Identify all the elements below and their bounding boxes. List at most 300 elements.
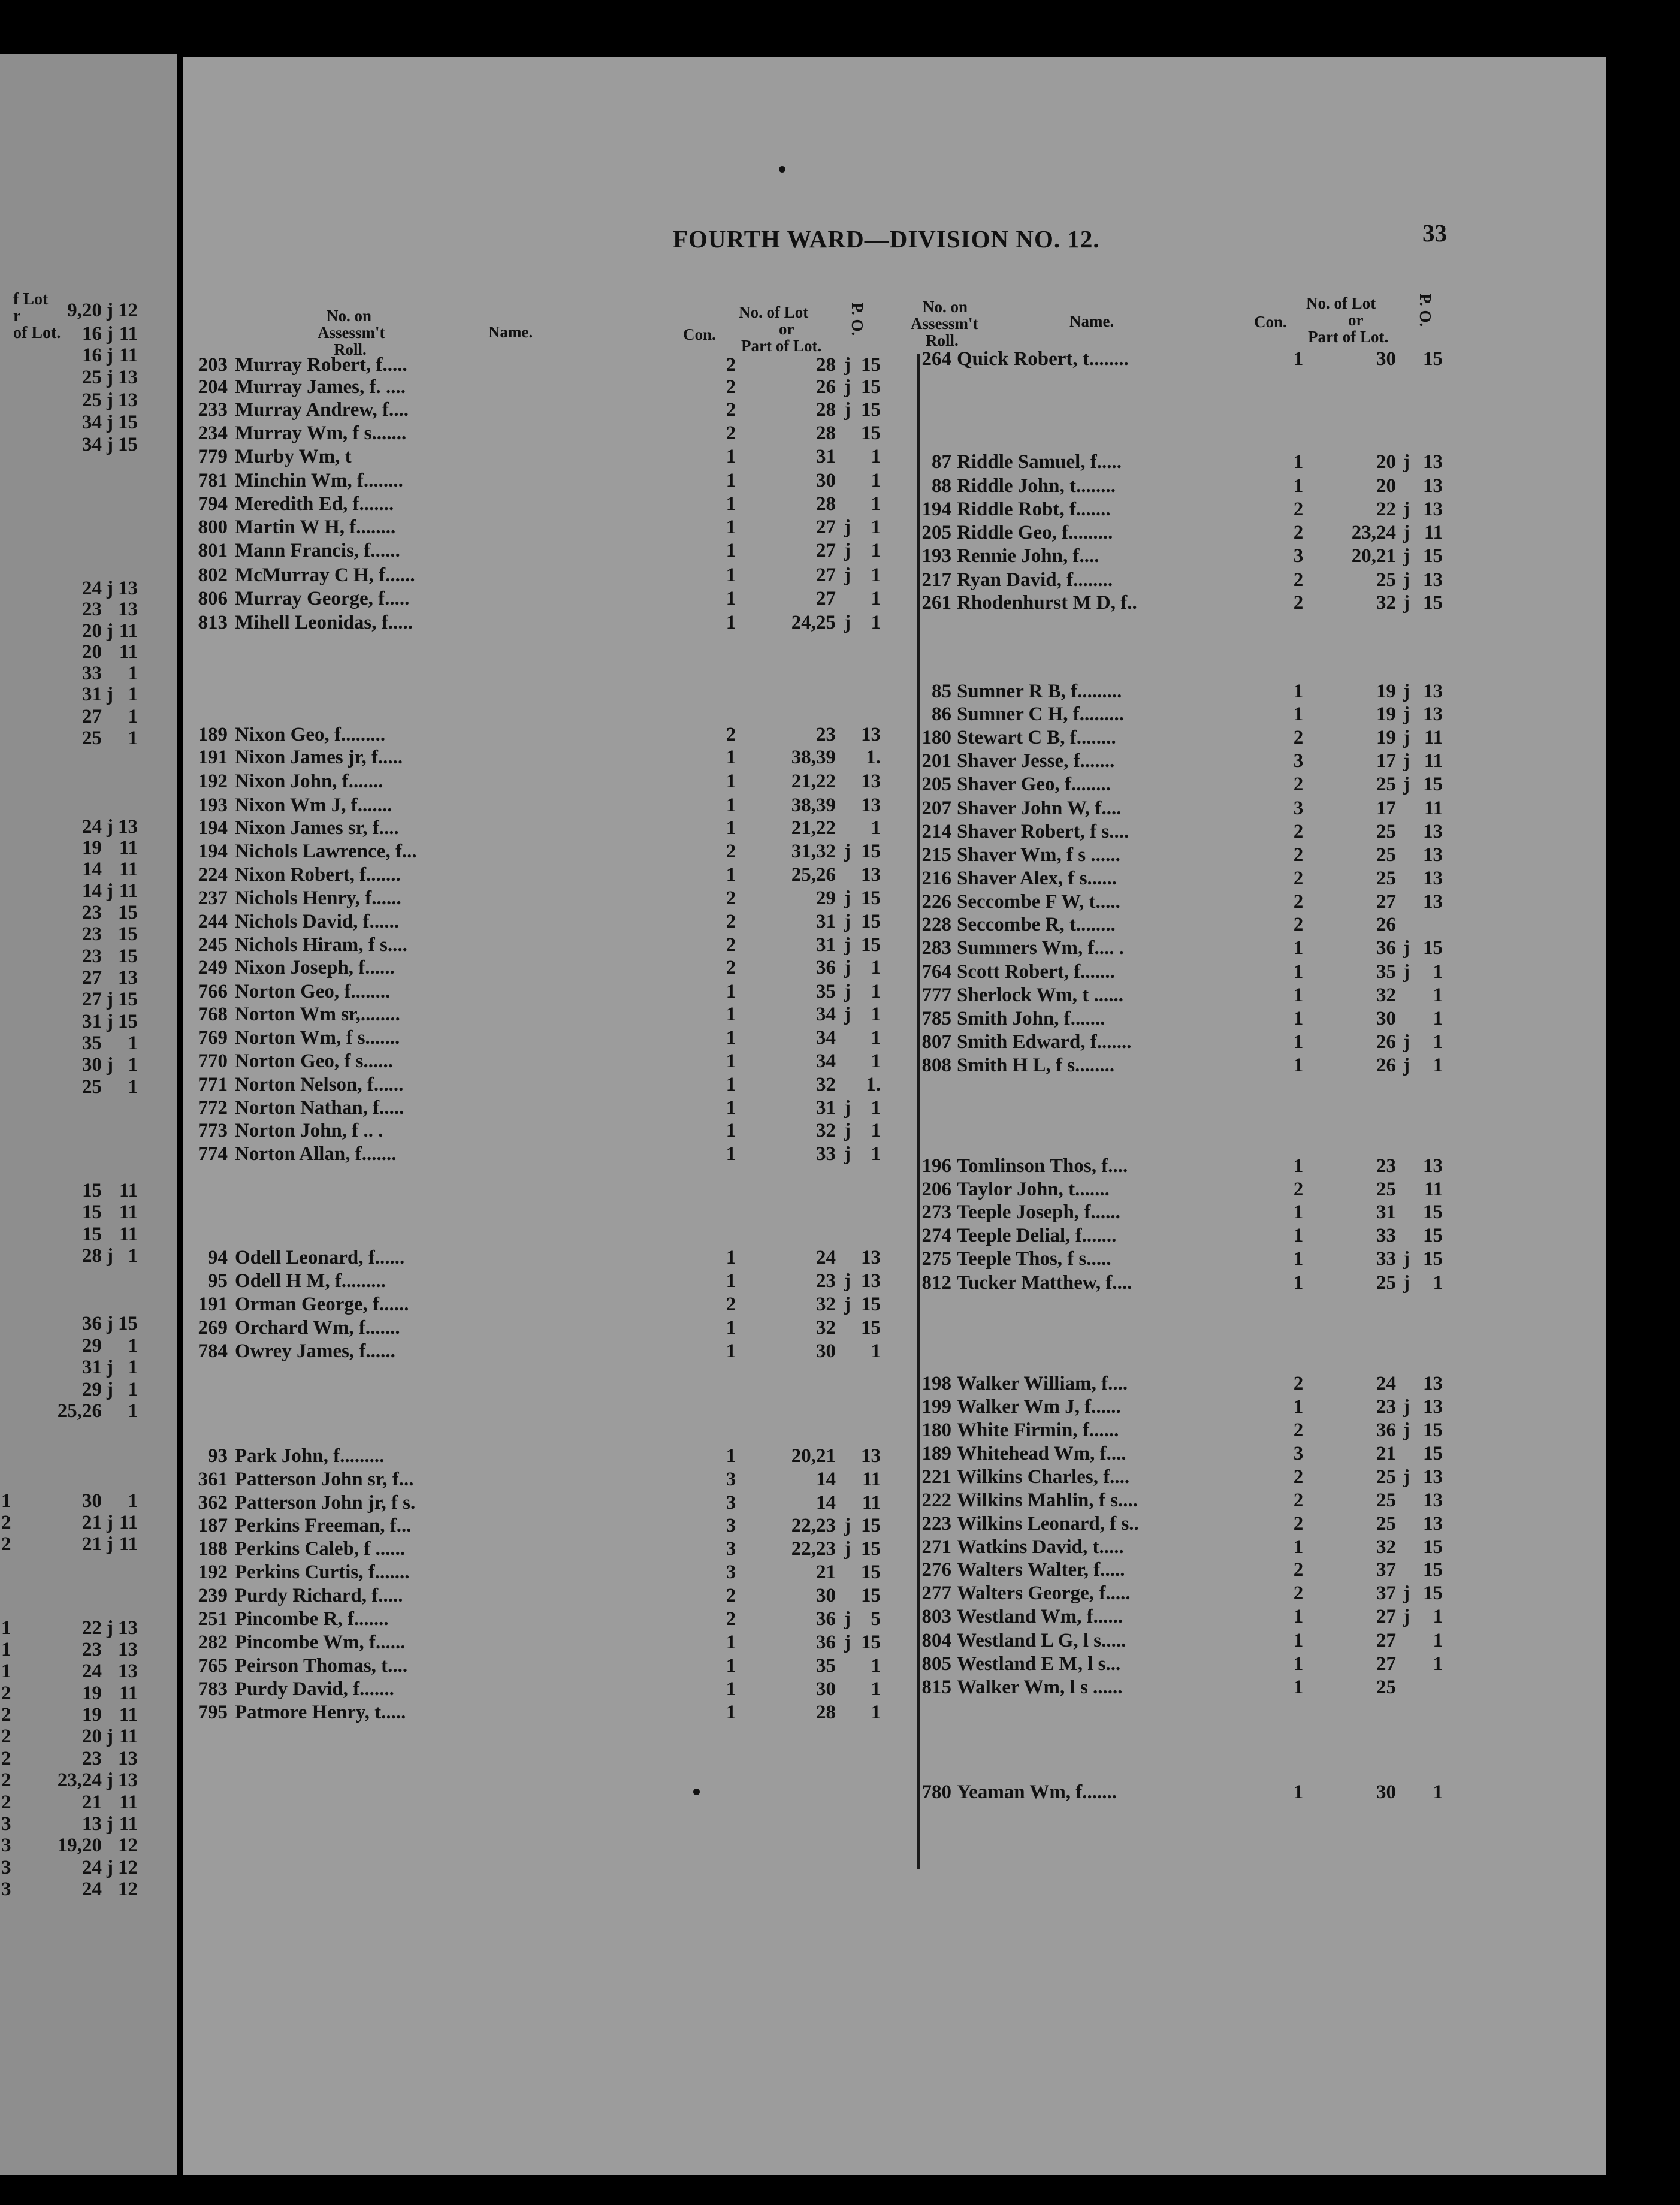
lot-number: 20 <box>82 1726 102 1747</box>
lot-part-mark: j <box>107 300 113 321</box>
person-name: McMurray C H, f...... <box>235 564 415 586</box>
left-entry-row <box>183 1701 1606 1724</box>
roll-number: 205 <box>921 522 951 543</box>
left-header-name: Name. <box>488 323 533 341</box>
person-name: Norton Wm sr,........ <box>235 1004 400 1025</box>
concession: 1 <box>726 1445 736 1467</box>
post-office: 13 <box>118 1617 138 1639</box>
concession: 2 <box>1293 844 1304 866</box>
right-entry-row <box>183 1271 1606 1295</box>
post-office: 15 <box>861 1317 881 1339</box>
person-name: Mann Francis, f...... <box>235 540 400 561</box>
lot-number: 23,24 <box>57 1769 102 1791</box>
concession: 1 <box>726 795 736 816</box>
post-office: 12 <box>118 1857 138 1878</box>
roll-number: 192 <box>198 1561 228 1583</box>
post-office: 13 <box>861 724 881 745</box>
post-office: 13 <box>1423 569 1443 591</box>
roll-number: 234 <box>198 422 228 444</box>
concession: 1 <box>726 446 736 467</box>
lot-number: 17 <box>1376 798 1396 819</box>
lot-number: 33 <box>816 1143 836 1165</box>
prev-page-row <box>0 1857 177 1878</box>
lot-part-mark: j <box>107 1533 113 1555</box>
lot-number: 19 <box>1376 703 1396 725</box>
concession: 2 <box>1293 1373 1304 1394</box>
concession: 1 <box>726 1097 736 1119</box>
person-name: Murray George, f..... <box>235 588 410 609</box>
person-name: Norton Nathan, f..... <box>235 1097 404 1119</box>
lot-number: 25 <box>1376 1179 1396 1200</box>
post-office: 15 <box>861 911 881 932</box>
lot-number: 33 <box>1376 1225 1396 1246</box>
prev-page-row <box>0 578 177 599</box>
lot-part-mark: j <box>1403 774 1410 795</box>
prev-page-row <box>0 599 177 620</box>
concession: 1 <box>726 1702 736 1723</box>
lot-part-mark: j <box>844 516 851 538</box>
lot-part-mark: j <box>107 1813 113 1835</box>
person-name: Minchin Wm, f........ <box>235 470 403 491</box>
concession: 2 <box>726 1294 736 1315</box>
prev-page-row <box>0 1878 177 1900</box>
lot-number: 36 <box>1376 937 1396 959</box>
lot-number: 22 <box>82 1617 102 1639</box>
right-entry-row <box>183 680 1606 703</box>
post-office: 1 <box>871 1702 881 1723</box>
lot-number: 23 <box>82 1748 102 1769</box>
lot-number: 21 <box>816 1561 836 1583</box>
lot-part-mark: j <box>107 1726 113 1747</box>
lot-number: 20 <box>1376 451 1396 473</box>
post-office: 15 <box>1423 1225 1443 1246</box>
lot-number: 29 <box>82 1379 102 1400</box>
concession: 1 <box>726 1340 736 1362</box>
post-office: 5 <box>871 1608 881 1630</box>
post-office: 1 <box>128 1357 138 1378</box>
roll-number: 223 <box>921 1513 951 1535</box>
prev-page-row <box>0 1792 177 1813</box>
person-name: Odell Leonard, f...... <box>235 1247 405 1268</box>
previous-page-fragment <box>0 54 177 2175</box>
roll-number: 261 <box>921 592 951 614</box>
roll-number: 282 <box>198 1632 228 1653</box>
post-office: 15 <box>1423 545 1443 567</box>
roll-number: 769 <box>198 1027 228 1049</box>
roll-number: 780 <box>921 1781 951 1803</box>
concession: 2 <box>1293 569 1304 591</box>
lot-number: 25 <box>82 727 102 749</box>
roll-number: 784 <box>198 1340 228 1362</box>
post-office: 15 <box>861 841 881 862</box>
post-office: 15 <box>861 1585 881 1606</box>
lot-part-mark: j <box>107 345 113 366</box>
concession: 1 <box>1293 1606 1304 1627</box>
post-office: 1 <box>128 684 138 705</box>
prev-page-row <box>0 1076 177 1098</box>
concession: 1 <box>726 1143 736 1165</box>
roll-number: 802 <box>198 564 228 586</box>
concession: 2 <box>726 887 736 909</box>
lot-number: 25 <box>1376 569 1396 591</box>
post-office: 15 <box>861 399 881 421</box>
post-office: 15 <box>1423 1559 1443 1581</box>
roll-number: 88 <box>932 475 951 497</box>
lot-number: 25 <box>1376 868 1396 889</box>
person-name: Quick Robert, t........ <box>957 348 1129 370</box>
lot-part-mark: j <box>1403 1055 1410 1076</box>
right-header-roll-1: No. on <box>923 298 968 316</box>
lot-part-mark: j <box>1403 1248 1410 1270</box>
roll-number: 803 <box>921 1606 951 1627</box>
lot-part-mark: j <box>844 887 851 909</box>
post-office: 13 <box>1423 891 1443 913</box>
post-office: 15 <box>861 422 881 444</box>
lot-number: 31 <box>816 911 836 932</box>
person-name: Sumner C H, f......... <box>957 703 1124 725</box>
lot-part-mark: j <box>107 684 113 705</box>
person-name: Owrey James, f...... <box>235 1340 395 1362</box>
post-office: 13 <box>861 1270 881 1292</box>
concession: 3 <box>1293 750 1304 772</box>
concession: 1 <box>726 1027 736 1049</box>
lot-part-mark: j <box>1403 1396 1410 1418</box>
concession: 2 <box>1293 774 1304 795</box>
roll-number: 773 <box>198 1120 228 1141</box>
post-office: 13 <box>861 795 881 816</box>
roll-number: 180 <box>921 727 951 748</box>
lot-number: 29 <box>816 887 836 909</box>
lot-part-mark: j <box>107 989 113 1010</box>
prev-page-row <box>0 1617 177 1639</box>
person-name: Teeple Joseph, f...... <box>957 1201 1120 1223</box>
prev-page-row <box>0 967 177 989</box>
concession: 2 <box>726 1585 736 1606</box>
concession: 1 <box>1293 681 1304 702</box>
right-entry-row <box>183 890 1606 914</box>
post-office: 1 <box>871 1143 881 1165</box>
post-office: 11 <box>862 1492 881 1514</box>
lot-part-mark: j <box>107 1245 113 1267</box>
lot-number: 30 <box>82 1054 102 1076</box>
person-name: Westland L G, l s..... <box>957 1630 1126 1651</box>
roll-number: 273 <box>921 1201 951 1223</box>
concession: 1 <box>1293 1155 1304 1177</box>
concession: 2 <box>1 1726 11 1747</box>
concession: 1 <box>1293 937 1304 959</box>
lot-part-mark: j <box>1403 545 1410 567</box>
prev-page-row <box>0 923 177 945</box>
post-office: 1 <box>128 1054 138 1076</box>
person-name: Pincombe R, f....... <box>235 1608 389 1630</box>
person-name: Walker Wm J, f...... <box>957 1396 1121 1418</box>
post-office: 11 <box>119 1201 138 1223</box>
lot-number: 27 <box>1376 1606 1396 1627</box>
concession: 1 <box>1293 1225 1304 1246</box>
person-name: Perkins Caleb, f ...... <box>235 1538 406 1560</box>
post-office: 1. <box>866 747 881 768</box>
post-office: 15 <box>118 412 138 433</box>
post-office: 11 <box>119 1224 138 1245</box>
lot-number: 31 <box>816 934 836 956</box>
concession: 3 <box>726 1469 736 1490</box>
page-number: 33 <box>1422 219 1447 247</box>
post-office: 1 <box>871 493 881 515</box>
person-name: Walters George, f..... <box>957 1582 1131 1604</box>
post-office: 1 <box>128 1400 138 1422</box>
lot-number: 24 <box>1376 1373 1396 1394</box>
lot-number: 21,22 <box>791 771 836 792</box>
concession: 2 <box>1293 1582 1304 1604</box>
concession: 2 <box>1293 1179 1304 1200</box>
post-office: 1 <box>871 1097 881 1119</box>
lot-part-mark: j <box>844 399 851 421</box>
lot-part-mark: j <box>844 1294 851 1315</box>
concession: 1 <box>1293 1781 1304 1803</box>
right-header-po: P. O. <box>1416 294 1434 327</box>
concession: 1 <box>726 981 736 1002</box>
person-name: Wilkins Mahlin, f s.... <box>957 1490 1138 1511</box>
post-office: 13 <box>1423 475 1443 497</box>
lot-number: 25 <box>1376 1466 1396 1488</box>
lot-number: 27 <box>1376 1653 1396 1675</box>
post-office: 13 <box>1423 844 1443 866</box>
post-office: 1 <box>871 612 881 633</box>
lot-part-mark: j <box>1403 681 1410 702</box>
roll-number: 93 <box>208 1445 228 1467</box>
lot-number: 32 <box>816 1294 836 1315</box>
lot-number: 30 <box>816 1340 836 1362</box>
person-name: Norton Nelson, f...... <box>235 1074 404 1095</box>
lot-number: 23 <box>82 1639 102 1660</box>
lot-number: 9,20 <box>67 300 102 321</box>
lot-part-mark: j <box>844 564 851 586</box>
concession: 1 <box>726 747 736 768</box>
lot-part-mark: j <box>844 612 851 633</box>
person-name: Sumner R B, f......... <box>957 681 1122 702</box>
lot-number: 32 <box>1376 592 1396 614</box>
lot-number: 28 <box>82 1245 102 1267</box>
post-office: 13 <box>1423 1466 1443 1488</box>
concession: 1 <box>726 612 736 633</box>
lot-number: 20 <box>82 641 102 663</box>
prev-page-row <box>0 1180 177 1201</box>
prev-page-row <box>0 1032 177 1054</box>
person-name: Mihell Leonidas, f..... <box>235 612 413 633</box>
prev-page-row <box>0 1379 177 1400</box>
left-header-lot-1: No. of Lot <box>739 303 809 321</box>
post-office: 15 <box>861 1538 881 1560</box>
lot-number: 22,23 <box>791 1515 836 1536</box>
right-entry-row <box>183 1224 1606 1248</box>
concession: 1 <box>1 1639 11 1660</box>
person-name: Walker Wm, l s ...... <box>957 1677 1123 1698</box>
post-office: 1 <box>871 957 881 978</box>
prev-page-row <box>0 1769 177 1791</box>
concession: 1 <box>1293 348 1304 370</box>
post-office: 1 <box>871 1340 881 1362</box>
post-office: 11 <box>119 323 138 345</box>
post-office: 1 <box>1433 1781 1443 1803</box>
lot-part-mark: j <box>107 367 113 388</box>
lot-number: 30 <box>82 1490 102 1512</box>
lot-number: 36 <box>816 1608 836 1630</box>
concession: 1 <box>1293 1653 1304 1675</box>
lot-number: 28 <box>816 422 836 444</box>
concession: 2 <box>1 1769 11 1791</box>
roll-number: 215 <box>921 844 951 866</box>
concession: 3 <box>1293 1443 1304 1464</box>
post-office: 15 <box>1423 348 1443 370</box>
roll-number: 188 <box>198 1538 228 1560</box>
concession: 1 <box>726 1120 736 1141</box>
right-entry-row <box>183 1512 1606 1536</box>
lot-number: 25 <box>82 389 102 411</box>
prev-page-row <box>0 1660 177 1682</box>
concession: 1 <box>726 864 736 886</box>
concession: 2 <box>726 422 736 444</box>
roll-number: 813 <box>198 612 228 633</box>
lot-number: 26 <box>1376 914 1396 935</box>
right-header-name: Name. <box>1069 312 1114 330</box>
lot-number: 28 <box>816 493 836 515</box>
concession: 1 <box>1293 1272 1304 1294</box>
lot-number: 33 <box>82 663 102 684</box>
roll-number: 228 <box>921 914 951 935</box>
roll-number: 794 <box>198 493 228 515</box>
person-name: Purdy David, f....... <box>235 1678 394 1700</box>
concession: 3 <box>1 1857 11 1878</box>
post-office: 13 <box>1423 1396 1443 1418</box>
roll-number: 196 <box>921 1155 951 1177</box>
person-name: Smith Edward, f....... <box>957 1031 1132 1053</box>
lot-number: 25 <box>1376 821 1396 842</box>
person-name: Perkins Freeman, f... <box>235 1515 412 1536</box>
roll-number: 768 <box>198 1004 228 1025</box>
prev-page-row <box>0 1704 177 1726</box>
person-name: Meredith Ed, f....... <box>235 493 394 515</box>
concession: 2 <box>1293 592 1304 614</box>
right-entry-row <box>183 1372 1606 1396</box>
post-office: 1 <box>128 1335 138 1357</box>
right-header-lot-3: Part of Lot. <box>1308 328 1389 346</box>
lot-part-mark: j <box>107 323 113 345</box>
post-office: 1 <box>871 1678 881 1700</box>
left-entry-row <box>183 1316 1606 1340</box>
prev-page-row <box>0 1054 177 1076</box>
post-office: 15 <box>861 1515 881 1536</box>
right-entry-row <box>183 1155 1606 1178</box>
prev-page-row <box>0 1224 177 1245</box>
lot-number: 21 <box>82 1533 102 1555</box>
left-header-roll-1: No. on <box>327 307 372 325</box>
concession: 1 <box>1293 1396 1304 1418</box>
lot-part-mark: j <box>107 1054 113 1076</box>
lot-number: 26 <box>1376 1055 1396 1076</box>
concession: 1 <box>1293 1055 1304 1076</box>
prev-page-row <box>0 1357 177 1378</box>
person-name: Ryan David, f........ <box>957 569 1113 591</box>
lot-part-mark: j <box>107 816 113 838</box>
concession: 3 <box>1 1878 11 1900</box>
concession: 2 <box>1293 1466 1304 1488</box>
right-entry-row <box>183 1536 1606 1559</box>
concession: 3 <box>726 1515 736 1536</box>
person-name: Whitehead Wm, f.... <box>957 1443 1126 1464</box>
prev-page-row <box>0 367 177 388</box>
person-name: Norton Geo, f........ <box>235 981 391 1002</box>
post-office: 13 <box>1423 451 1443 473</box>
lot-part-mark: j <box>1403 961 1410 983</box>
lot-number: 32 <box>1376 984 1396 1006</box>
post-office: 15 <box>118 989 138 1010</box>
post-office: 13 <box>861 864 881 886</box>
concession: 1 <box>726 1270 736 1292</box>
post-office: 15 <box>861 1294 881 1315</box>
person-name: Yeaman Wm, f....... <box>957 1781 1117 1803</box>
lot-number: 14 <box>82 880 102 902</box>
post-office: 15 <box>861 887 881 909</box>
lot-number: 23 <box>82 946 102 967</box>
post-office: 1 <box>1433 1272 1443 1294</box>
lot-number: 35 <box>82 1032 102 1054</box>
lot-part-mark: j <box>844 1097 851 1119</box>
right-entry-row <box>183 475 1606 498</box>
right-entry-row <box>183 1178 1606 1201</box>
concession: 1 <box>726 1317 736 1339</box>
post-office: 13 <box>118 1660 138 1682</box>
prev-page-row <box>0 1245 177 1267</box>
post-office: 15 <box>1423 1443 1443 1464</box>
post-office: 1 <box>871 588 881 609</box>
lot-part-mark: j <box>844 911 851 932</box>
post-office: 15 <box>118 1313 138 1334</box>
lot-part-mark: j <box>107 880 113 902</box>
roll-number: 189 <box>921 1443 951 1464</box>
right-header-lot-1: No. of Lot <box>1306 294 1376 312</box>
lot-number: 24 <box>82 578 102 599</box>
post-office: 13 <box>1423 1373 1443 1394</box>
lot-number: 34 <box>816 1027 836 1049</box>
concession: 1 <box>726 540 736 561</box>
person-name: White Firmin, f...... <box>957 1419 1119 1441</box>
lot-number: 25 <box>1376 844 1396 866</box>
prev-page-row <box>0 706 177 727</box>
concession: 1 <box>726 771 736 792</box>
post-office: 15 <box>118 902 138 923</box>
lot-number: 22,23 <box>791 1538 836 1560</box>
person-name: Sherlock Wm, t ...... <box>957 984 1124 1006</box>
post-office: 1 <box>128 663 138 684</box>
lot-number: 29 <box>82 1335 102 1357</box>
lot-number: 23 <box>1376 1155 1396 1177</box>
lot-part-mark: j <box>107 1011 113 1032</box>
post-office: 13 <box>1423 868 1443 889</box>
prev-page-row <box>0 1512 177 1533</box>
roll-number: 771 <box>198 1074 228 1095</box>
post-office: 13 <box>1423 681 1443 702</box>
post-office: 1 <box>871 1027 881 1049</box>
concession: 1 <box>726 1655 736 1677</box>
post-office: 11 <box>119 1512 138 1533</box>
lot-number: 14 <box>816 1469 836 1490</box>
post-office: 13 <box>118 1748 138 1769</box>
person-name: Nixon Geo, f......... <box>235 724 386 745</box>
prev-header-line-3: of Lot. <box>13 324 61 342</box>
lot-number: 32 <box>816 1317 836 1339</box>
prev-page-row <box>0 412 177 433</box>
post-office: 13 <box>1423 499 1443 520</box>
